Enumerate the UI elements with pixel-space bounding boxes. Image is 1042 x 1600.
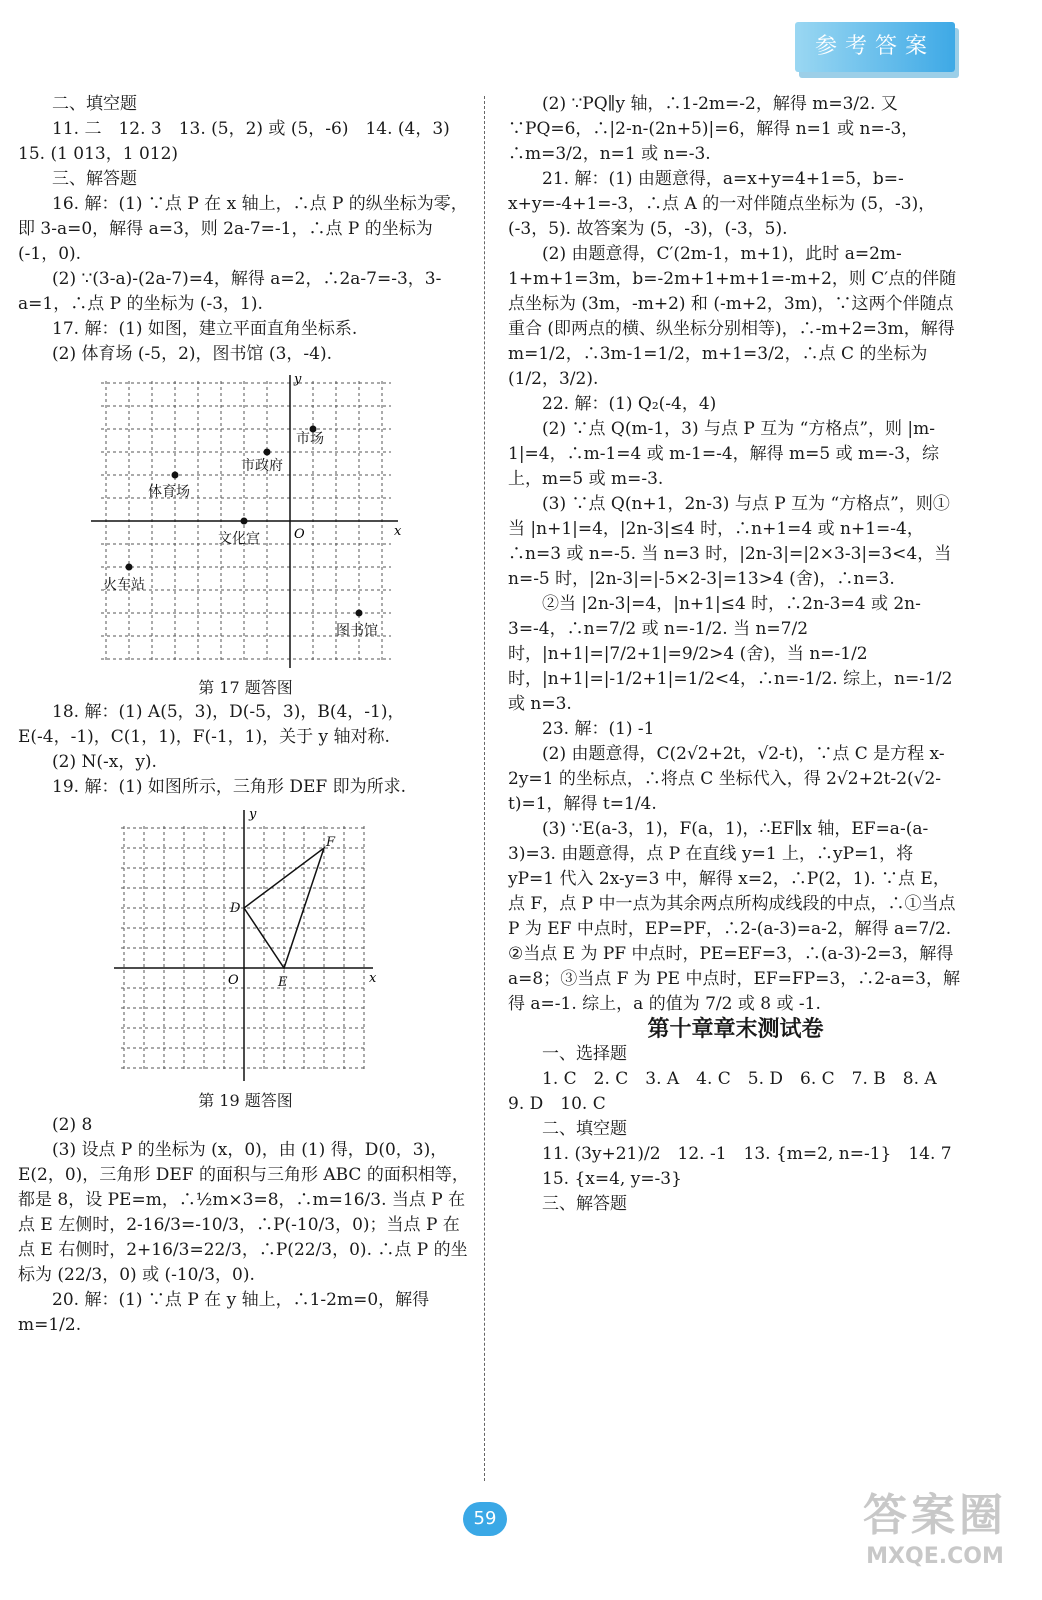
column-divider [484,96,485,1481]
x-axis-label: x [368,971,376,986]
label-f: F [325,835,335,850]
origin-label: O [227,973,239,988]
answer-19-part1: 19. 解：(1) 如图所示，三角形 DEF 即为所求. [52,777,406,797]
heading-solve-2: 三、解答题 [542,1194,627,1214]
answer-key-banner: 参考答案 [795,22,955,72]
label-stadium: 体育场 [147,484,190,500]
y-axis-label: y [293,373,301,387]
answers-fill-15: 15. {x=4, y=-3} [542,1169,682,1189]
answer-21-part2: (2) 由题意得，C′(2m-1，m+1)，此时 a=2m-1+m+1=3m，b=-2m+1+m+1=-m+2，则 C′点的伴随点坐标为 (3m，-m+2) 和 (-m+2，3m)，∵这两个伴随点重合 (即两点的横、纵坐标分别相等)，∴-m+2=3m，解得 m=1/2，∴3m-1=1/2，m+1=3/2，∴点 C 的坐标为 (1/2，3/2). [508,244,957,389]
figure-19-caption: 第 19 题答图 [198,1091,293,1110]
point-cultural-palace [240,518,247,525]
answer-18-part1: 18. 解：(1) A(5，3)，D(-5，3)，B(4，-1)，E(-4，-1)，C(1，1)，F(-1，1)，关于 y 轴对称. [18,702,405,747]
label-d: D [229,901,240,916]
answer-23-part1: 23. 解：(1) -1 [542,719,655,739]
heading-choice: 一、选择题 [542,1044,627,1064]
answers-fill-11-14: 11. (3y+21)/2 12. -1 13. {m=2, n=-1} 14. 7 [542,1144,952,1164]
watermark [845,1488,1025,1588]
point-train-station [125,564,132,571]
label-library: 图书馆 [335,623,378,639]
answer-19-part2: (2) 8 [52,1115,93,1135]
answers-11-15: 11. 二 12. 3 13. (5，2) 或 (5，-6) 14. (4，3) 15. (1 013，1 012) [18,119,467,164]
label-train-station: 火车站 [102,577,145,593]
label-market: 市场 [295,431,324,447]
answer-20-part2: (2) ∵PQ∥y 轴，∴1-2m=-2，解得 m=3/2. 又∵PQ=6，∴|2-n-(2n+5)|=6，解得 n=1 或 n=-3，∴m=3/2，n=1 或 n=-3. [508,94,919,164]
figure-19-triangle-def [111,806,381,1086]
answer-17-part2: (2) 体育场 (-5，2)，图书馆 (3，-4). [52,344,332,364]
figure-17-coordinate-grid [86,373,406,673]
point-stadium [171,472,178,479]
x-axis-label: x [393,524,401,539]
answer-16-part1: 16. 解：(1) ∵点 P 在 x 轴上，∴点 P 的纵坐标为零，即 3-a=0，解得 a=3，则 2a-7=-1，∴点 P 的坐标为 (-1，0). [18,194,468,264]
answer-22-part3-case1: (3) ∵点 Q(n+1，2n-3) 与点 P 互为 “方格点”，则①当 |n+1|=4，|2n-3|≤4 时，∴n+1=4 或 n+1=-4，∴n=3 或 n=-5. 当 n=3 时，|2n-3|=|2×3-3|=3<4，当 n=-5 时，|2n-3|=|-5×2-3|=13>4 (舍)，∴n=3. [508,494,952,589]
answer-22-part3-case2: ②当 |2n-3|=4，|n+1|≤4 时，∴2n-3=4 或 2n-3=-4，∴n=7/2 或 n=-1/2. 当 n=7/2 时，|n+1|=|7/2+1|=9/2>4 (舍)，当 n=-1/2 时，|n+1|=|-1/2+1|=1/2<4，∴n=-1/2. 综上，n=-1/2 或 n=3. [508,594,953,714]
right-column [508,92,963,1217]
point-library [355,610,362,617]
label-e: E [277,975,287,990]
heading-solve: 三、解答题 [52,169,137,189]
label-cultural-palace: 文化宫 [217,531,260,547]
answer-16-part2: (2) ∵(3-a)-(2a-7)=4，解得 a=2，∴2a-7=-3，3-a=1，∴点 P 的坐标为 (-3，1). [18,269,442,314]
answer-23-part3: (3) ∵E(a-3，1)，F(a，1)，∴EF∥x 轴，EF=a-(a-3)=3. 由题意得，点 P 在直线 y=1 上，∴yP=1，将 yP=1 代入 2x-y=3 中，解得 x=2，∴P(2，1). ∵点 E，点 F，点 P 中一点为其余两点所构成线段的中点，∴①当点 P 为 EF 中点时，EP=PF，∴2-(a-3)=a-2，解得 a=7/2. ②当点 E 为 PF 中点时，PE=EF=3，∴(a-3)-2=3，解得 a=8；③当点 F 为 PE 中点时，EF=FP=3，∴2-a=3，解得 a=-1. 综上，a 的值为 7/2 或 8 或 -1. [508,819,960,1014]
answers-choice: 1. C 2. C 3. A 4. C 5. D 6. C 7. B 8. A 9. D 10. C [508,1069,954,1114]
answer-21-part1: 21. 解：(1) 由题意得，a=x+y=4+1=5，b=-x+y=-4+1=-3，∴点 A 的一对伴随点坐标为 (5，-3)，(-3，5). 故答案为 (5，-3)，(-3，5). [508,169,936,239]
answer-20-part1: 20. 解：(1) ∵点 P 在 y 轴上，∴1-2m=0，解得 m=1/2. [18,1290,430,1335]
page-number: 59 [463,1502,507,1536]
origin-label: O [293,527,305,542]
y-axis-label: y [248,807,256,822]
heading-fill-blank: 二、填空题 [52,94,137,114]
answer-17-part1: 17. 解：(1) 如图，建立平面直角坐标系. [52,319,358,339]
figure-17-caption: 第 17 题答图 [198,678,293,697]
watermark-url: MXQE.COM [866,1544,1004,1569]
watermark-logo-text: 答案圈 [863,1490,1007,1541]
label-city-hall: 市政府 [240,458,283,474]
answer-19-part3: (3) 设点 P 的坐标为 (x，0)，由 (1) 得，D(0，3)，E(2，0)，三角形 DEF 的面积与三角形 ABC 的面积相等，都是 8，设 PE=m，∴½m×3=8，∴m=16/3. 当点 P 在点 E 左侧时，2-16/3=-10/3，∴P(-10/3，0)；当点 P 在点 E 右侧时，2+16/3=22/3，∴P(22/3，0). ∴点 P 的坐标为 (22/3，0) 或 (-10/3，0). [18,1140,469,1285]
point-city-hall [263,449,270,456]
left-column [18,92,473,1338]
answer-23-part2: (2) 由题意得，C(2√2+2t，√2-t)，∵点 C 是方程 x-2y=1 的坐标点，∴将点 C 坐标代入，得 2√2+2t-2(√2-t)=1，解得 t=1/4. [508,744,945,814]
section-title: 第十章章末测试卷 [647,1017,824,1042]
answer-18-part2: (2) N(-x，y). [52,752,157,772]
answer-22-part2: (2) ∵点 Q(m-1，3) 与点 P 互为 “方格点”，则 |m-1|=4，∴m-1=4 或 m-1=-4，解得 m=5 或 m=-3，综上，m=5 或 m=-3. [508,419,939,489]
answer-22-part1: 22. 解：(1) Q₂(-4，4) [542,394,717,414]
heading-fill-blank-2: 二、填空题 [542,1119,627,1139]
